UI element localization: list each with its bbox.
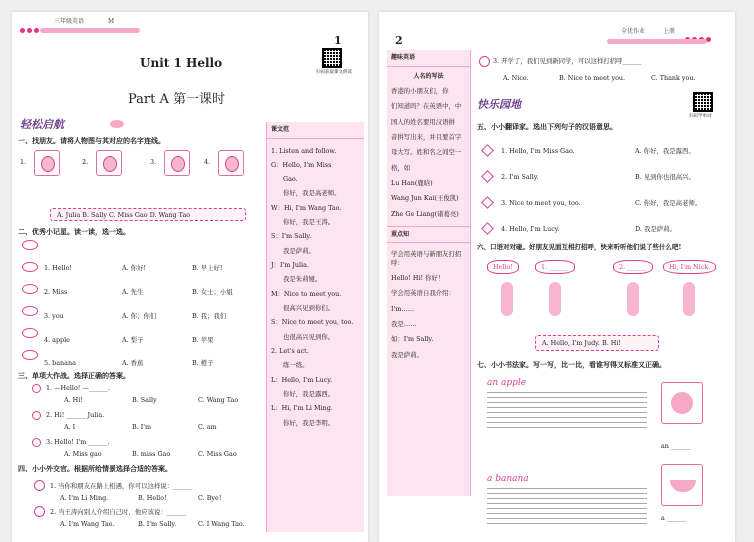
q4-title: 四、小小外交官。根据所给情景选择合适的答案。 [18,464,172,473]
q5-title: 五、小小翻译家。选出下列句子的汉语意思。 [477,122,617,131]
q2-list [22,240,262,370]
q5-sentence: 2. I'm Sally. [501,173,539,181]
sidebar-line: 你好，我是李明。 [283,418,335,427]
answer-bubble-icon [22,240,38,250]
sidebar-line: 们知道吗？在英语中，中 [391,102,462,111]
q2-option-a: A. 梨子 [122,336,144,344]
answer-diamond-icon [481,196,494,209]
q4-question: 1. 当你和朋友在路上相遇，你可以这样说：______ [50,482,193,490]
writing-area-2[interactable] [487,474,647,528]
child-figure-icon [501,282,513,316]
section-title: 快乐园地 [477,98,521,111]
q5-meaning: D. 我是萨莉。 [635,225,676,233]
q3-cont-option-c: C. Thank you. [651,74,696,82]
q4-option-b: B. Hello! [138,494,167,502]
q3-option-a: A. Hi! [64,396,83,404]
sidebar-line: Zhe Ge Liang(诸葛亮) [391,209,459,218]
key-line: Hello! Hi! 你好！ [391,274,445,283]
answer-bubble-icon [22,262,38,272]
q4-option-a: A. I'm Li Ming. [60,494,109,502]
q3-option-b: B. miss Gao [132,450,171,458]
key-line: 我是萨莉。 [391,350,423,359]
child-figure-icon [683,282,695,316]
speech-bubble: Hi, I'm Nick. [663,260,716,274]
speech-bubble: 1. ______ [535,260,575,274]
sidebar-title: 课文范 [267,122,364,139]
header-grade: M [108,18,115,25]
sidebar-line: Wang Jun Kai(王俊凯) [391,194,459,203]
sidebar-line: S：Nice to meet you, too. [271,318,354,327]
banana-icon [670,480,696,492]
q5-meaning: C. 你好，我是高老师。 [635,199,702,207]
key-line: 学会用英语与新朋友打招呼： [391,250,462,267]
sidebar-line: 你好，我是高老师。 [283,189,341,198]
header-ribbon [607,39,707,44]
qr-code-icon[interactable] [322,48,342,68]
apple-icon [34,506,45,517]
q1-num-2: 2. [82,158,89,166]
q2-option-b: B. 女士；小姐 [192,288,233,296]
q6-option-box [535,335,659,351]
q1-names: A. Julia B. Sally C. Miss Gao D. Wang Tao [57,211,191,219]
q1-num-3: 3. [150,158,157,166]
q3-cont-option-b: B. Nice to meet you. [559,74,626,82]
q3-question: 3. Hello! I'm ______. [46,438,110,446]
speech-bubble: 2. ______ [613,260,653,274]
answer-circle-icon [32,384,41,393]
sidebar-line: L：Hello, I'm Lucy. [271,375,333,384]
q1-title: 一、找朋友。请将人物图与其对应的名字连线。 [18,136,165,145]
sidebar-line: J：I'm Julia. [271,261,309,270]
q3-option-c: C. Miss Gao [198,450,237,458]
sidebar-line: 你好，我是露西。 [283,390,335,399]
page-number: 2 [395,34,403,47]
header-term: 上册 [663,28,676,35]
girl-pigtails-icon [164,150,190,176]
writing-area-1[interactable] [487,378,647,432]
q3-option-c: C. Wang Tao [198,396,239,404]
flower-icon [110,120,124,128]
sidebar-line: 也很高兴见到你。 [283,332,335,341]
sidebar-line: Lu Han(鹿晗) [391,178,433,187]
left-page [12,12,368,542]
sidebar-line: 香港的小朋友们，你 [391,87,449,95]
q2-option-b: B. 橙子 [192,359,214,367]
q5-sentence: 1. Hello, I'm Miss Gao. [501,147,575,155]
q6-title: 六、口语对对碰。好朋友见面互相打招呼，快来听听他们说了些什么吧! [477,243,682,251]
q1-num-4: 4. [204,158,211,166]
sidebar-line: G：Hello, I'm Miss [271,160,332,169]
q3-title: 三、单项大作战。选择正确的答案。 [18,371,130,380]
qr-caption: 扫码学单词 [689,114,712,119]
q2-item: 3. you [44,312,64,320]
q2-option-b: B. 早上好! [192,264,223,272]
sidebar-lines [267,139,364,436]
q4-option-c: C. I Wang Tao. [198,520,245,528]
part-title: Part A 第一课时 [128,92,226,107]
q2-option-a: A. 先生 [122,288,144,296]
q2-option-b: B. 我；我们 [192,312,227,320]
q3-question: 1. —Hello! —______. [46,384,111,392]
key-points-title: 重点知 [387,226,470,244]
apple-icon [671,392,693,414]
apple-icon [34,480,45,491]
sidebar-line: 音拼写出来，并且要首字 [391,132,462,141]
key-line: I'm…… [391,304,415,313]
section-banner [20,112,130,134]
q2-item: 1. Hello! [44,264,72,272]
sidebar-line: 母大写。姓和名之间空一 [391,148,462,157]
sidebar-line: M：Nice to meet you. [271,289,342,298]
page-number: 1 [334,34,342,47]
q2-option-a: A. 香蕉 [122,359,144,367]
apple-icon [479,56,490,67]
answer-diamond-icon [481,222,494,235]
sidebar-line: S：I'm Sally. [271,232,312,241]
q6-options: A. Hello, I'm Judy. B. Hi! [542,339,621,347]
text-sidebar [266,122,364,532]
q4-option-c: C. Bye! [198,494,222,502]
caption-blank: an ______ [661,442,691,450]
key-line: 如：I'm Sally. [391,335,434,344]
answer-circle-icon [32,411,41,420]
answer-diamond-icon [481,170,494,183]
boy-face-icon [96,150,122,176]
sidebar-line: 2. Let's act. [271,347,309,356]
q1-num-1: 1. [20,158,27,166]
header-series: 三年级英语 [54,18,85,25]
sidebar-line: 你好，我是王涛。 [283,218,335,227]
apple-picture [661,382,703,424]
sidebar-line: 1. Listen and follow. [271,146,337,155]
q1-name-box [50,208,246,221]
child-figure-icon [549,282,561,316]
header-title: 全优作业 [621,28,646,35]
key-line: 我是…… [391,320,417,329]
q3-question: 2. Hi! ______ Julia. [46,411,105,419]
header-ribbon [40,28,140,33]
q3-option-c: C. am [198,423,217,431]
sidebar-line: 国人的姓名要用汉语拼 [391,117,455,126]
girl-face-icon [34,150,60,176]
q7-title: 七、小小书法家。写一写，比一比，看谁写得又标准又正确。 [477,360,666,369]
q5-sentence: 4. Hello, I'm Lucy. [501,225,560,233]
q3-option-a: A. Miss gao [64,450,102,458]
answer-bubble-icon [22,350,38,360]
sidebar-line: W：Hi, I'm Wang Tao. [271,203,342,212]
q4-option-b: B. I'm Sally. [138,520,177,528]
q2-option-b: B. 苹果 [192,336,214,344]
banana-picture [661,464,703,506]
sidebar-subtitle: 人名的写法 [413,72,444,80]
q5-meaning: B. 见到你也很高兴。 [635,173,695,181]
q2-item: 4. apple [44,336,70,344]
q2-option-a: A. 你好! [122,264,147,272]
speech-bubble: Hello! [487,260,519,274]
model-word: an apple [487,378,527,388]
answer-bubble-icon [22,328,38,338]
sidebar-line: 我是萨莉。 [283,246,315,255]
right-page [379,12,735,542]
caption-blank: a ______ [661,514,687,522]
sidebar-line: Gao. [283,175,298,184]
q3-cont-question: 3. 开学了，我们见到新同学，可以这样打招呼______ [493,57,642,65]
fun-sidebar [387,50,471,496]
sidebar-line: 很高兴见到你们。 [283,304,335,313]
qr-code-icon[interactable] [693,92,713,112]
unit-title: Unit 1 Hello [140,56,223,70]
sidebar-line: L：Hi, I'm Li Ming. [271,404,333,413]
q2-title: 二、优秀小记星。读一读，选一选。 [18,227,130,236]
answer-bubble-icon [22,284,38,294]
sidebar-line: 我是朱莉娅。 [283,275,322,284]
q5-sentence: 3. Nice to meet you, too. [501,199,581,207]
q4-question: 2. 当王涛向别人介绍自己时，他应该说：______ [50,508,186,516]
dialogue-scene [487,260,727,324]
q3-cont-option-a: A. Nice. [503,74,529,82]
sidebar-line: 格，如 [391,163,411,172]
section-title: 轻松启航 [20,118,64,131]
model-word: a banana [487,474,529,484]
q5-meaning: A. 你好，我是露西。 [635,147,695,155]
q3-option-b: B. Sally [132,396,157,404]
q4-option-a: A. I'm Wang Tao. [60,520,115,528]
child-figure-icon [627,282,639,316]
answer-bubble-icon [22,306,38,316]
q2-option-a: A. 你；你们 [122,312,157,320]
sidebar-line: 练一练。 [283,361,309,370]
qr-caption: 扫码获取课文朗读 [316,70,352,75]
sidebar-title: 趣味英语 [387,50,470,67]
q3-option-b: B. I'm [132,423,152,431]
q3-option-a: A. I [64,423,76,431]
answer-circle-icon [32,438,41,447]
key-line: 学会用英语自我介绍： [391,289,455,298]
answer-diamond-icon [481,144,494,157]
q2-item: 5. banana [44,359,76,367]
teacher-face-icon [218,150,244,176]
q2-item: 2. Miss [44,288,68,296]
